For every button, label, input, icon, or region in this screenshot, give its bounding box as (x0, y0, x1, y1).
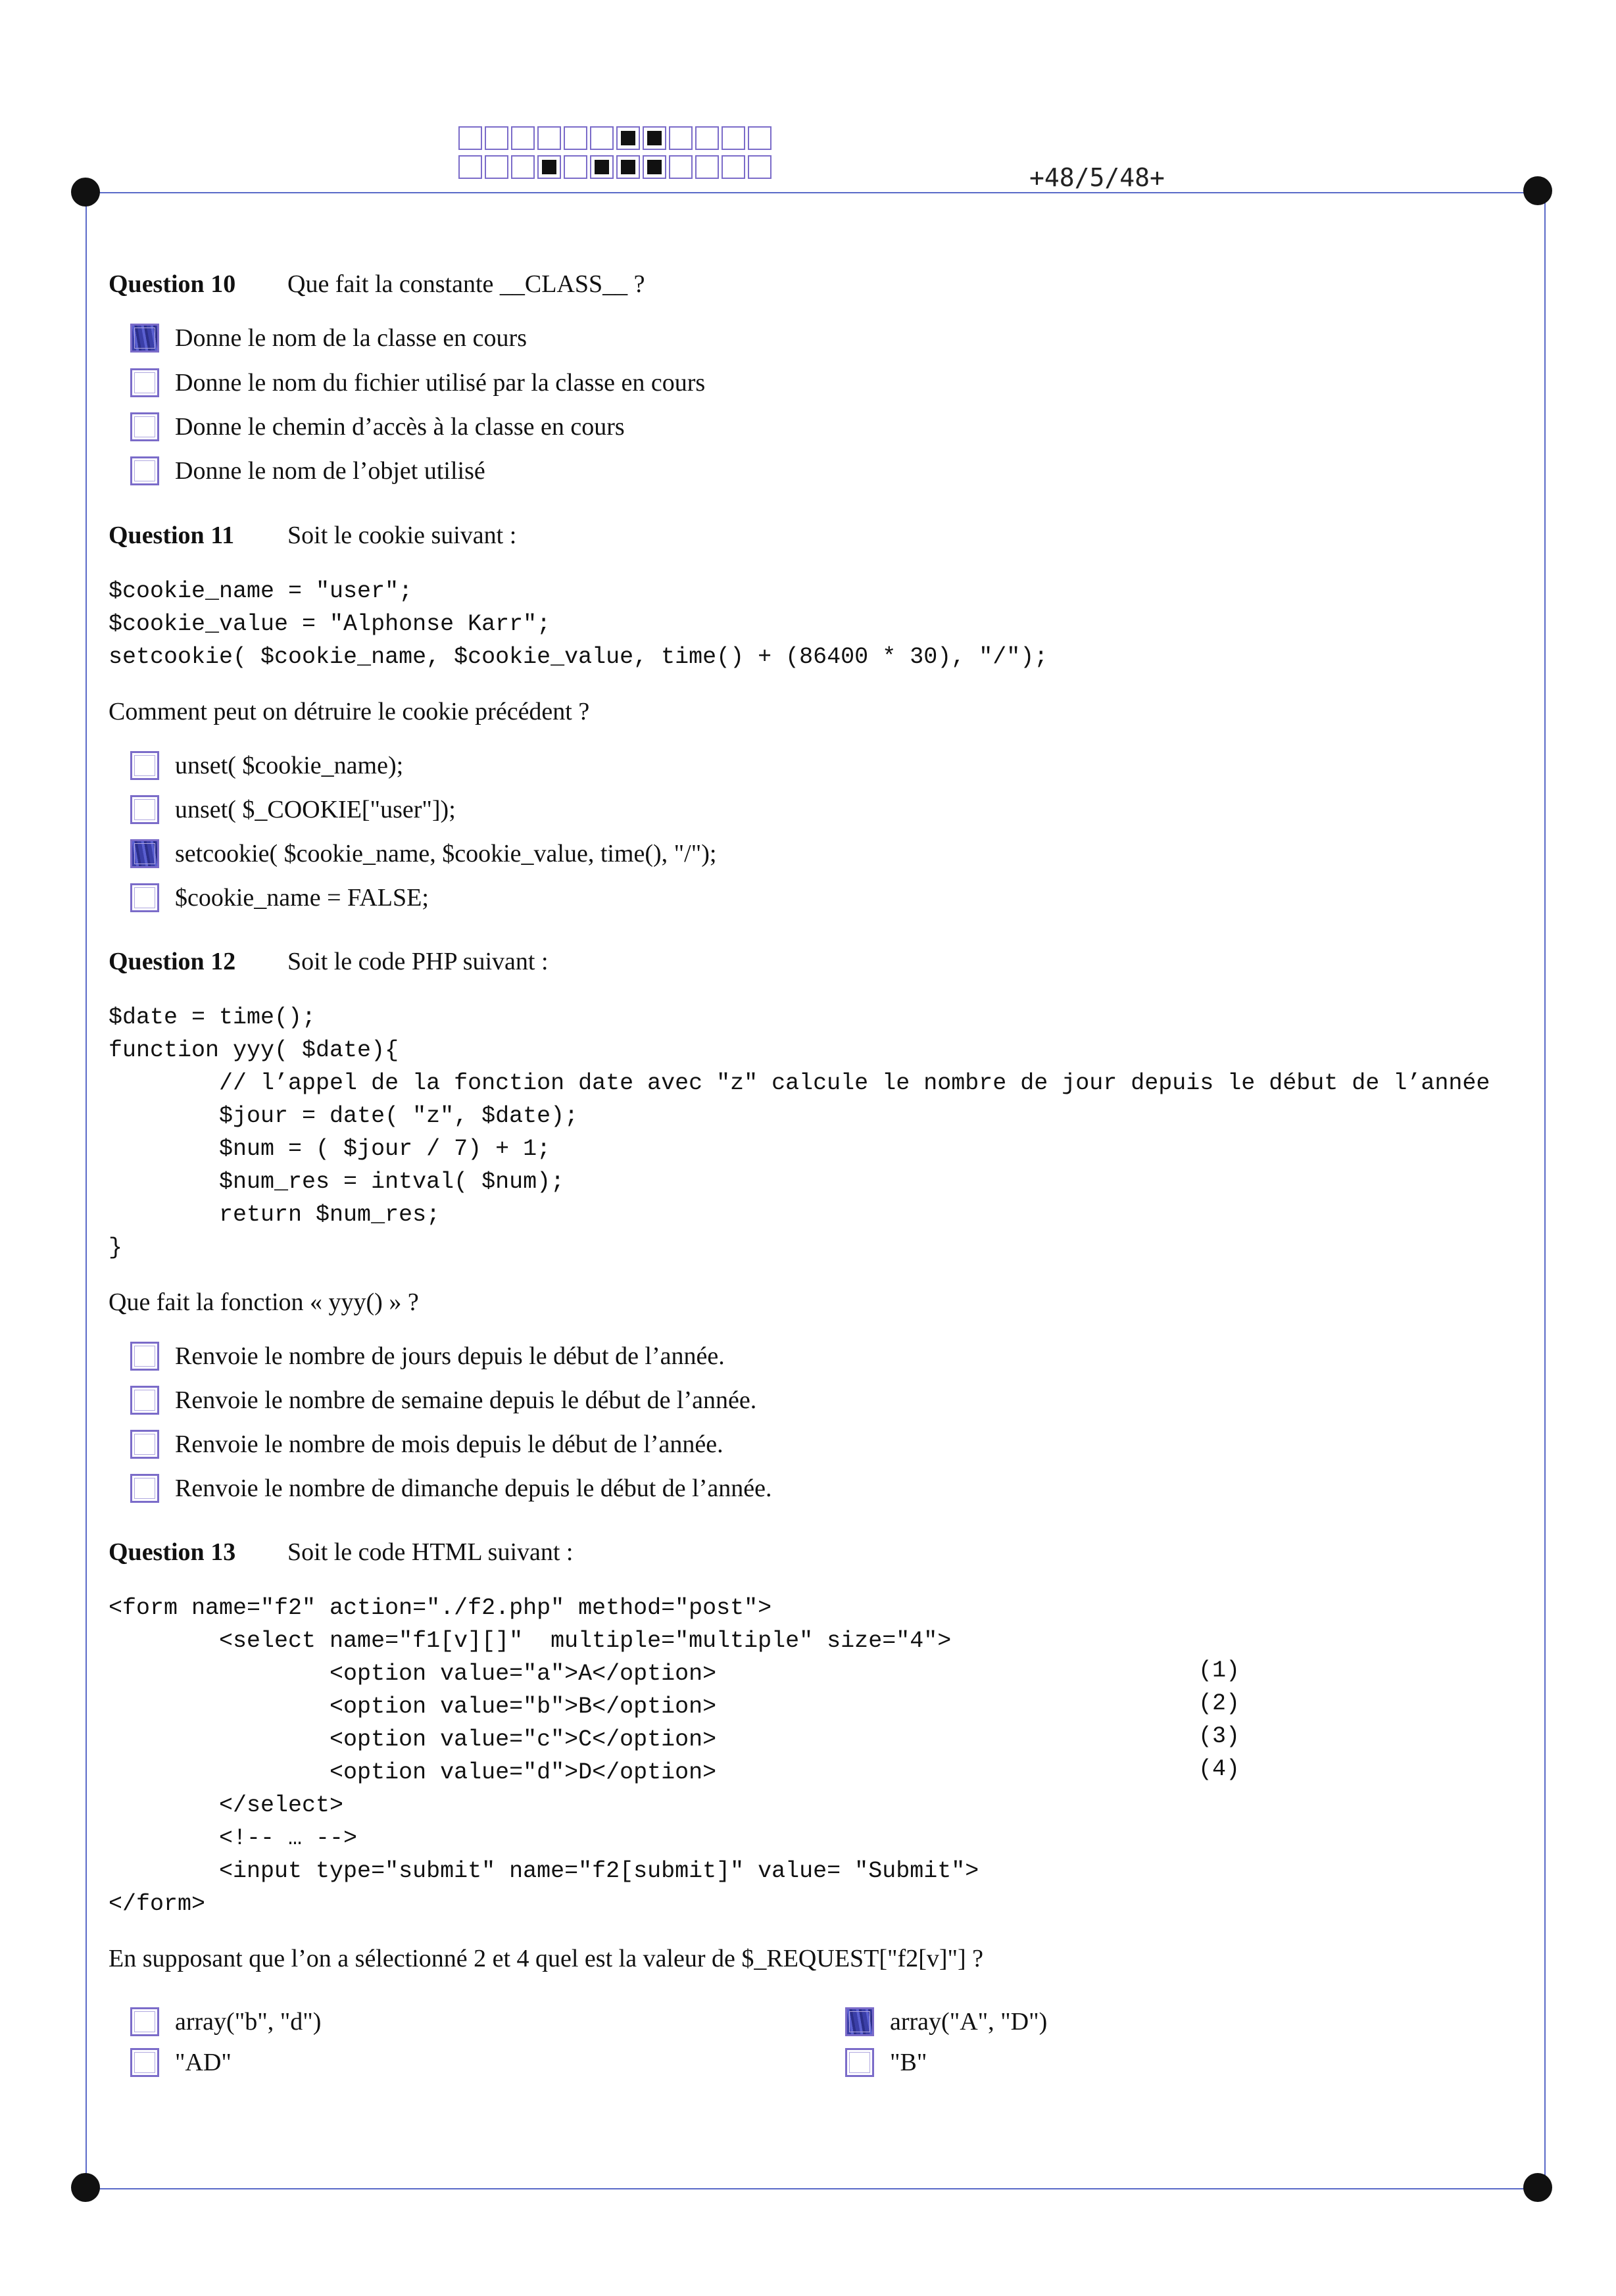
option-label: Donne le nom de l’objet utilisé (175, 457, 485, 485)
question-text: Soit le code PHP suivant : (287, 948, 549, 975)
option-label: "B" (890, 2049, 927, 2076)
answer-checkbox[interactable] (130, 368, 159, 397)
option-label: setcookie( $cookie_name, $cookie_value, time(), "/"); (175, 840, 717, 867)
frame-bottom-line (86, 2188, 1546, 2189)
corner-mark-bottom-right (1523, 2173, 1552, 2202)
q13-option-2[interactable] (845, 2007, 1047, 2036)
option-reference-4: (4) (1198, 1756, 1240, 1782)
code-cell-filled (537, 155, 561, 179)
q12-option-2[interactable] (130, 1386, 756, 1415)
code-cell-filled (643, 126, 666, 150)
option-label: "AD" (175, 2049, 232, 2076)
code-cell-empty (458, 155, 482, 179)
option-label: Renvoie le nombre de jours depuis le début de l’année. (175, 1342, 725, 1370)
answer-checkbox[interactable] (130, 2048, 159, 2077)
question-11-heading (109, 521, 516, 550)
answer-checkbox[interactable] (845, 2048, 874, 2077)
q12-option-3[interactable] (130, 1430, 723, 1459)
code-cell-empty (748, 126, 771, 150)
code-cell-empty (590, 126, 614, 150)
answer-checkbox[interactable] (130, 412, 159, 441)
option-reference-3: (3) (1198, 1723, 1240, 1749)
code-cell-empty (722, 155, 745, 179)
code-cell-empty (537, 126, 561, 150)
q13-question-text: En supposant que l’on a sélectionné 2 et 4 quel est la valeur de $_REQUEST["f2[v]"] ? (109, 1945, 984, 1972)
answer-checkbox[interactable] (130, 1342, 159, 1371)
question-label: Question 13 (109, 1538, 236, 1566)
q13-option-1[interactable] (130, 2007, 321, 2036)
option-label: Renvoie le nombre de semaine depuis le début de l’année. (175, 1386, 757, 1414)
code-cell-empty (669, 155, 693, 179)
option-label: unset( $cookie_name); (175, 752, 404, 779)
answer-checkbox[interactable] (130, 839, 159, 868)
code-cell-empty (511, 126, 535, 150)
option-label: array("b", "d") (175, 2008, 322, 2036)
question-label: Question 12 (109, 948, 236, 975)
q12-question-text: Que fait la fonction « yyy() » ? (109, 1288, 419, 1316)
answer-checkbox[interactable] (130, 751, 159, 780)
frame-top-line (86, 192, 1546, 193)
code-cell-filled (616, 155, 640, 179)
option-label: Donne le chemin d’accès à la classe en cours (175, 413, 625, 441)
code-cell-filled (590, 155, 614, 179)
corner-mark-bottom-left (71, 2173, 100, 2202)
code-cell-empty (564, 155, 587, 179)
option-label: Renvoie le nombre de mois depuis le début de l’année. (175, 1430, 723, 1458)
q12-code-block: $date = time(); function yyy( $date){ // l’appel de la fonction date avec "z" calcule le nombre de jour depuis le début de l’année $jour = date( "z", $date); $num = ( $jour / 7) + 1; $num_res = intval( $num); return $num_res; } (109, 1004, 1490, 1261)
option-label: $cookie_name = FALSE; (175, 884, 429, 912)
answer-checkbox[interactable] (130, 2007, 159, 2036)
binary-code-row-2 (458, 155, 774, 180)
code-cell-empty (458, 126, 482, 150)
q11-option-1[interactable] (130, 751, 403, 780)
answer-checkbox[interactable] (845, 2007, 874, 2036)
answer-checkbox[interactable] (130, 456, 159, 485)
binary-code-row-1 (458, 126, 774, 151)
q10-option-2[interactable] (130, 368, 705, 397)
frame-left-line (86, 192, 87, 2189)
q11-option-4[interactable] (130, 883, 429, 912)
option-label: Renvoie le nombre de dimanche depuis le début de l’année. (175, 1475, 772, 1502)
answer-checkbox[interactable] (130, 1474, 159, 1503)
option-label: Donne le nom du fichier utilisé par la classe en cours (175, 369, 706, 397)
q11-question-text: Comment peut on détruire le cookie précédent ? (109, 698, 590, 725)
q11-code-block: $cookie_name = "user"; $cookie_value = "Alphonse Karr"; setcookie( $cookie_name, $cookie_value, time() + (86400 * 30), "/"); (109, 578, 1048, 670)
question-13-heading (109, 1538, 573, 1567)
option-label: array("A", "D") (890, 2008, 1048, 2036)
question-label: Question 11 (109, 522, 235, 549)
q11-option-3[interactable] (130, 839, 716, 868)
code-cell-empty (669, 126, 693, 150)
code-cell-empty (485, 126, 508, 150)
question-10-heading (109, 270, 645, 299)
answer-checkbox[interactable] (130, 324, 159, 353)
option-reference-1: (1) (1198, 1657, 1240, 1684)
q13-option-4[interactable] (845, 2048, 927, 2077)
option-reference-2: (2) (1198, 1690, 1240, 1717)
question-text: Soit le code HTML suivant : (287, 1538, 574, 1566)
code-cell-empty (485, 155, 508, 179)
page-binary-code (458, 126, 774, 184)
q13-code-block: <form name="f2" action="./f2.php" method="post"> <select name="f1[v][]" multiple="multiple" size="4"> <option value="a">A</option> <option value="b">B</option> <option value="c">C</option> <option value="d">D</option> </select> <!-- … --> <input type="submit" name="f2[submit]" value= "Submit"> </form> (109, 1595, 979, 1917)
option-label: unset( $_COOKIE["user"]); (175, 796, 456, 823)
option-label: Donne le nom de la classe en cours (175, 324, 527, 352)
code-cell-empty (748, 155, 771, 179)
answer-checkbox[interactable] (130, 1386, 159, 1415)
code-cell-empty (695, 126, 719, 150)
question-label: Question 10 (109, 270, 236, 298)
code-cell-filled (643, 155, 666, 179)
answer-checkbox[interactable] (130, 883, 159, 912)
q13-option-3[interactable] (130, 2048, 232, 2077)
code-cell-filled (616, 126, 640, 150)
question-12-heading (109, 947, 549, 976)
q10-option-3[interactable] (130, 412, 625, 441)
page-identifier: +48/5/48+ (1029, 163, 1165, 192)
question-text: Que fait la constante __CLASS__ ? (287, 270, 645, 298)
q11-option-2[interactable] (130, 795, 456, 824)
answer-checkbox[interactable] (130, 795, 159, 824)
q12-option-1[interactable] (130, 1342, 725, 1371)
code-cell-empty (722, 126, 745, 150)
code-cell-empty (511, 155, 535, 179)
q12-option-4[interactable] (130, 1474, 771, 1503)
corner-mark-top-right (1523, 176, 1552, 205)
code-cell-empty (695, 155, 719, 179)
q10-option-1[interactable] (130, 324, 527, 353)
code-cell-empty (564, 126, 587, 150)
answer-checkbox[interactable] (130, 1430, 159, 1459)
question-text: Soit le cookie suivant : (287, 522, 517, 549)
corner-mark-top-left (71, 178, 100, 207)
q10-option-4[interactable] (130, 456, 485, 485)
